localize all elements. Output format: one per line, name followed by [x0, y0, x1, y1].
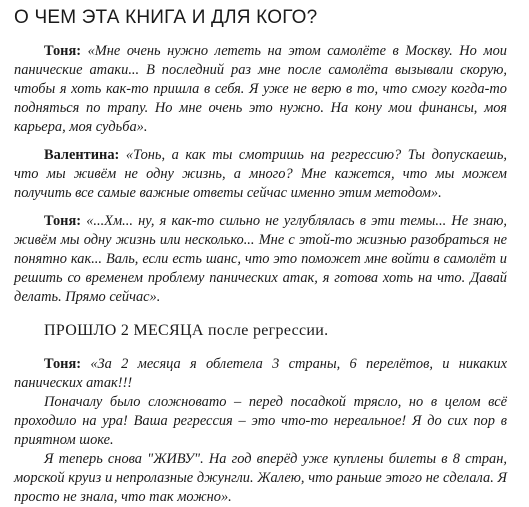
- dialogue-paragraph-1: [14, 42, 507, 137]
- speech-text: «...Хм... ну, я как-то сильно не углублялась в эти темы... Не знаю, живём мы одну жизнь или несколько... Мне с этой-то жизнью разобраться не понятно как... Валь, если есть шанс, что это поможет мне войти в самолёт и решить со временем проблему панических атак, я готова хоть на что. Давай делать. Прямо сейчас».: [14, 213, 507, 305]
- chapter-title: О ЧЕМ ЭТА КНИГА И ДЛЯ КОГО?: [14, 7, 318, 28]
- speaker-name: Валентина: [44, 147, 115, 163]
- speaker-colon: :: [76, 43, 82, 59]
- speaker-name: Тоня: [44, 213, 77, 229]
- speech-text: «Тонь, а как ты смотришь на регрессию? Ты допускаешь, что мы живём не одну жизнь, а много? Мне кажется, что мы можем получить все самые важные ответы сейчас именно этим методом».: [14, 147, 507, 201]
- after-continuation-1: Поначалу было сложновато – перед посадкой трясло, но в целом всё проходило на ура! Ваша регрессия – это что-то нереальное! Я до сих пор в приятном шоке.: [14, 394, 507, 448]
- speaker-name: Тоня: [44, 43, 77, 59]
- dialogue-paragraph-2: [14, 146, 507, 203]
- dialogue-paragraph-3: [14, 212, 507, 307]
- speech-text: «Мне очень нужно лететь на этом самолёте в Москву. Но мои панические атаки... В последний раз мне после самолёта вызывали скорую, чтобы я хоть как-то пришла в себя. Я уже не верю в то, что смогу когда-то подняться по трапу. Но мне очень это нужно. На кону мои финансы, моя карьера, моя судьба».: [14, 43, 507, 135]
- speech-text: «За 2 месяца я облетела 3 страны, 6 перелётов, и никаких панических атак!!!: [14, 356, 507, 391]
- speaker-name: Тоня: [44, 356, 77, 372]
- after-paragraph: [14, 355, 507, 393]
- interlude-heading: ПРОШЛО 2 МЕСЯЦА после регрессии.: [44, 322, 329, 339]
- speaker-colon: :: [76, 213, 82, 229]
- speaker-colon: :: [114, 147, 120, 163]
- after-continuation-2: Я теперь снова "ЖИВУ". На год вперёд уже куплены билеты в 8 стран, морской круиз и непролазные джунгли. Жалею, что раньше этого не сделала. Я просто не знала, что так можно».: [14, 451, 507, 505]
- speaker-colon: :: [76, 356, 82, 372]
